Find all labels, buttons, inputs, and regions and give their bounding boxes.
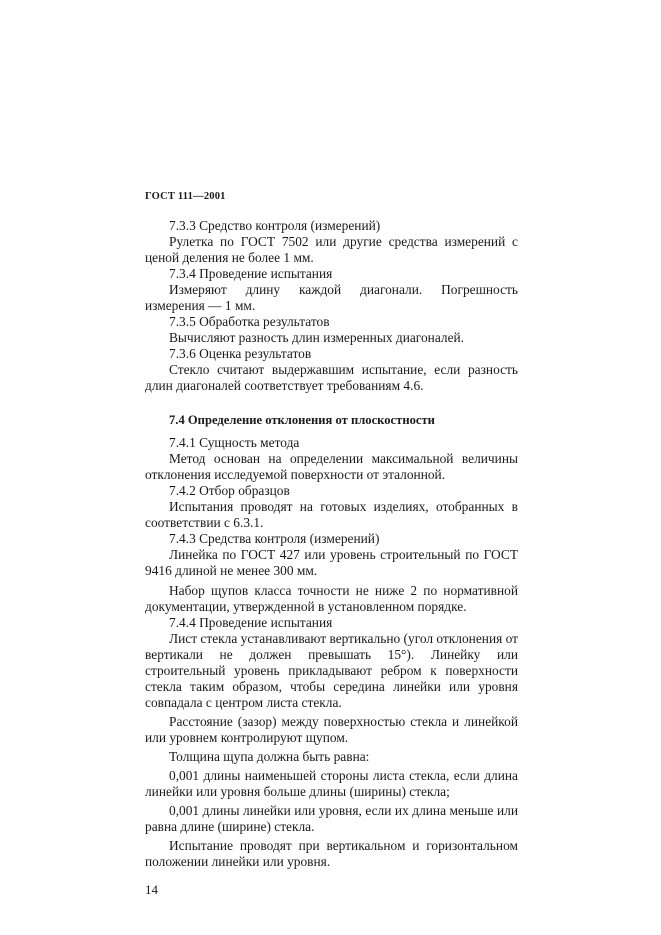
paragraph: Рулетка по ГОСТ 7502 или другие средства измерений с ценой деления не более 1 мм. (145, 234, 518, 265)
subsection-title: 7.4.3 Средства контроля (измерений) (169, 531, 380, 546)
paragraph: Вычисляют разность длин измеренных диагоналей. (169, 330, 465, 345)
subsection-title: 7.3.3 Средство контроля (измерений) (169, 218, 381, 233)
subsection-title: 7.3.4 Проведение испытания (169, 266, 333, 281)
document-page (145, 190, 518, 898)
paragraph: Расстояние (зазор) между поверхностью стекла и линейкой или уровнем контролируют щупом. (145, 714, 518, 745)
paragraph: 0,001 длины линейки или уровня, если их длина меньше или равна длине (ширине) стекла. (145, 803, 518, 834)
paragraph: Метод основан на определении максимальной величины отклонения исследуемой поверхности от эталонной. (145, 451, 518, 482)
paragraph: Набор щупов класса точности не ниже 2 по нормативной документации, утвержденной в установленном порядке. (145, 583, 518, 614)
paragraph: Испытание проводят при вертикальном и горизонтальном положении линейки или уровня. (145, 838, 518, 869)
running-head: ГОСТ 111—2001 (145, 191, 226, 202)
subsection-title: 7.4.1 Сущность метода (169, 435, 300, 450)
subsection-title: 7.3.5 Обработка результатов (169, 314, 330, 329)
page-number: 14 (145, 882, 158, 897)
paragraph: 0,001 длины наименьшей стороны листа стекла, если длина линейки или уровня больше длины (ширины) стекла; (145, 768, 518, 799)
paragraph: Линейка по ГОСТ 427 или уровень строительный по ГОСТ 9416 длиной не менее 300 мм. (145, 547, 518, 578)
paragraph: Лист стекла устанавливают вертикально (угол отклонения от вертикали не должен превышать 15°). Линейку или строительный уровень прикладывают ребром к поверхности стекла таким образом, чтобы середина линейки или уровня совпадала с центром листа стекла. (145, 631, 518, 710)
section-heading: 7.4 Определение отклонения от плоскостности (169, 413, 435, 427)
subsection-title: 7.4.2 Отбор образцов (169, 483, 290, 498)
subsection-title: 7.4.4 Проведение испытания (169, 615, 333, 630)
subsection-title: 7.3.6 Оценка результатов (169, 346, 312, 361)
paragraph: Испытания проводят на готовых изделиях, отобранных в соответствии с 6.3.1. (145, 499, 518, 530)
paragraph: Толщина щупа должна быть равна: (169, 749, 370, 764)
paragraph: Измеряют длину каждой диагонали. Погрешность измерения — 1 мм. (145, 282, 518, 313)
paragraph: Стекло считают выдержавшим испытание, если разность длин диагоналей соответствует требованиям 4.6. (145, 362, 518, 393)
